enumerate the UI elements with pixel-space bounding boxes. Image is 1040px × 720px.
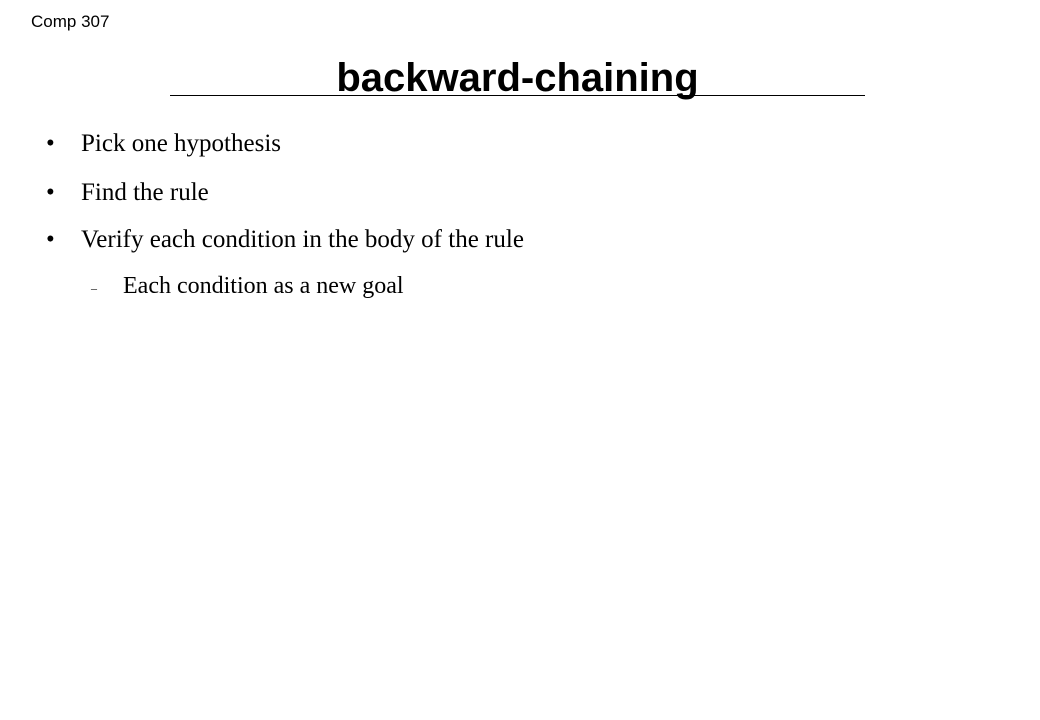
bullet-text: Find the rule: [81, 179, 209, 206]
bullet-text: Verify each condition in the body of the rule: [81, 226, 524, 253]
bullet-marker: •: [46, 179, 55, 206]
bullet-marker: •: [46, 226, 55, 253]
bullet-marker: •: [46, 130, 55, 157]
sub-bullet-marker: –: [91, 281, 97, 295]
course-label: Comp 307: [31, 12, 110, 31]
slide-title: backward-chaining: [336, 56, 699, 100]
bullet-text: Pick one hypothesis: [81, 130, 281, 157]
sub-bullet-text: Each condition as a new goal: [123, 273, 404, 299]
